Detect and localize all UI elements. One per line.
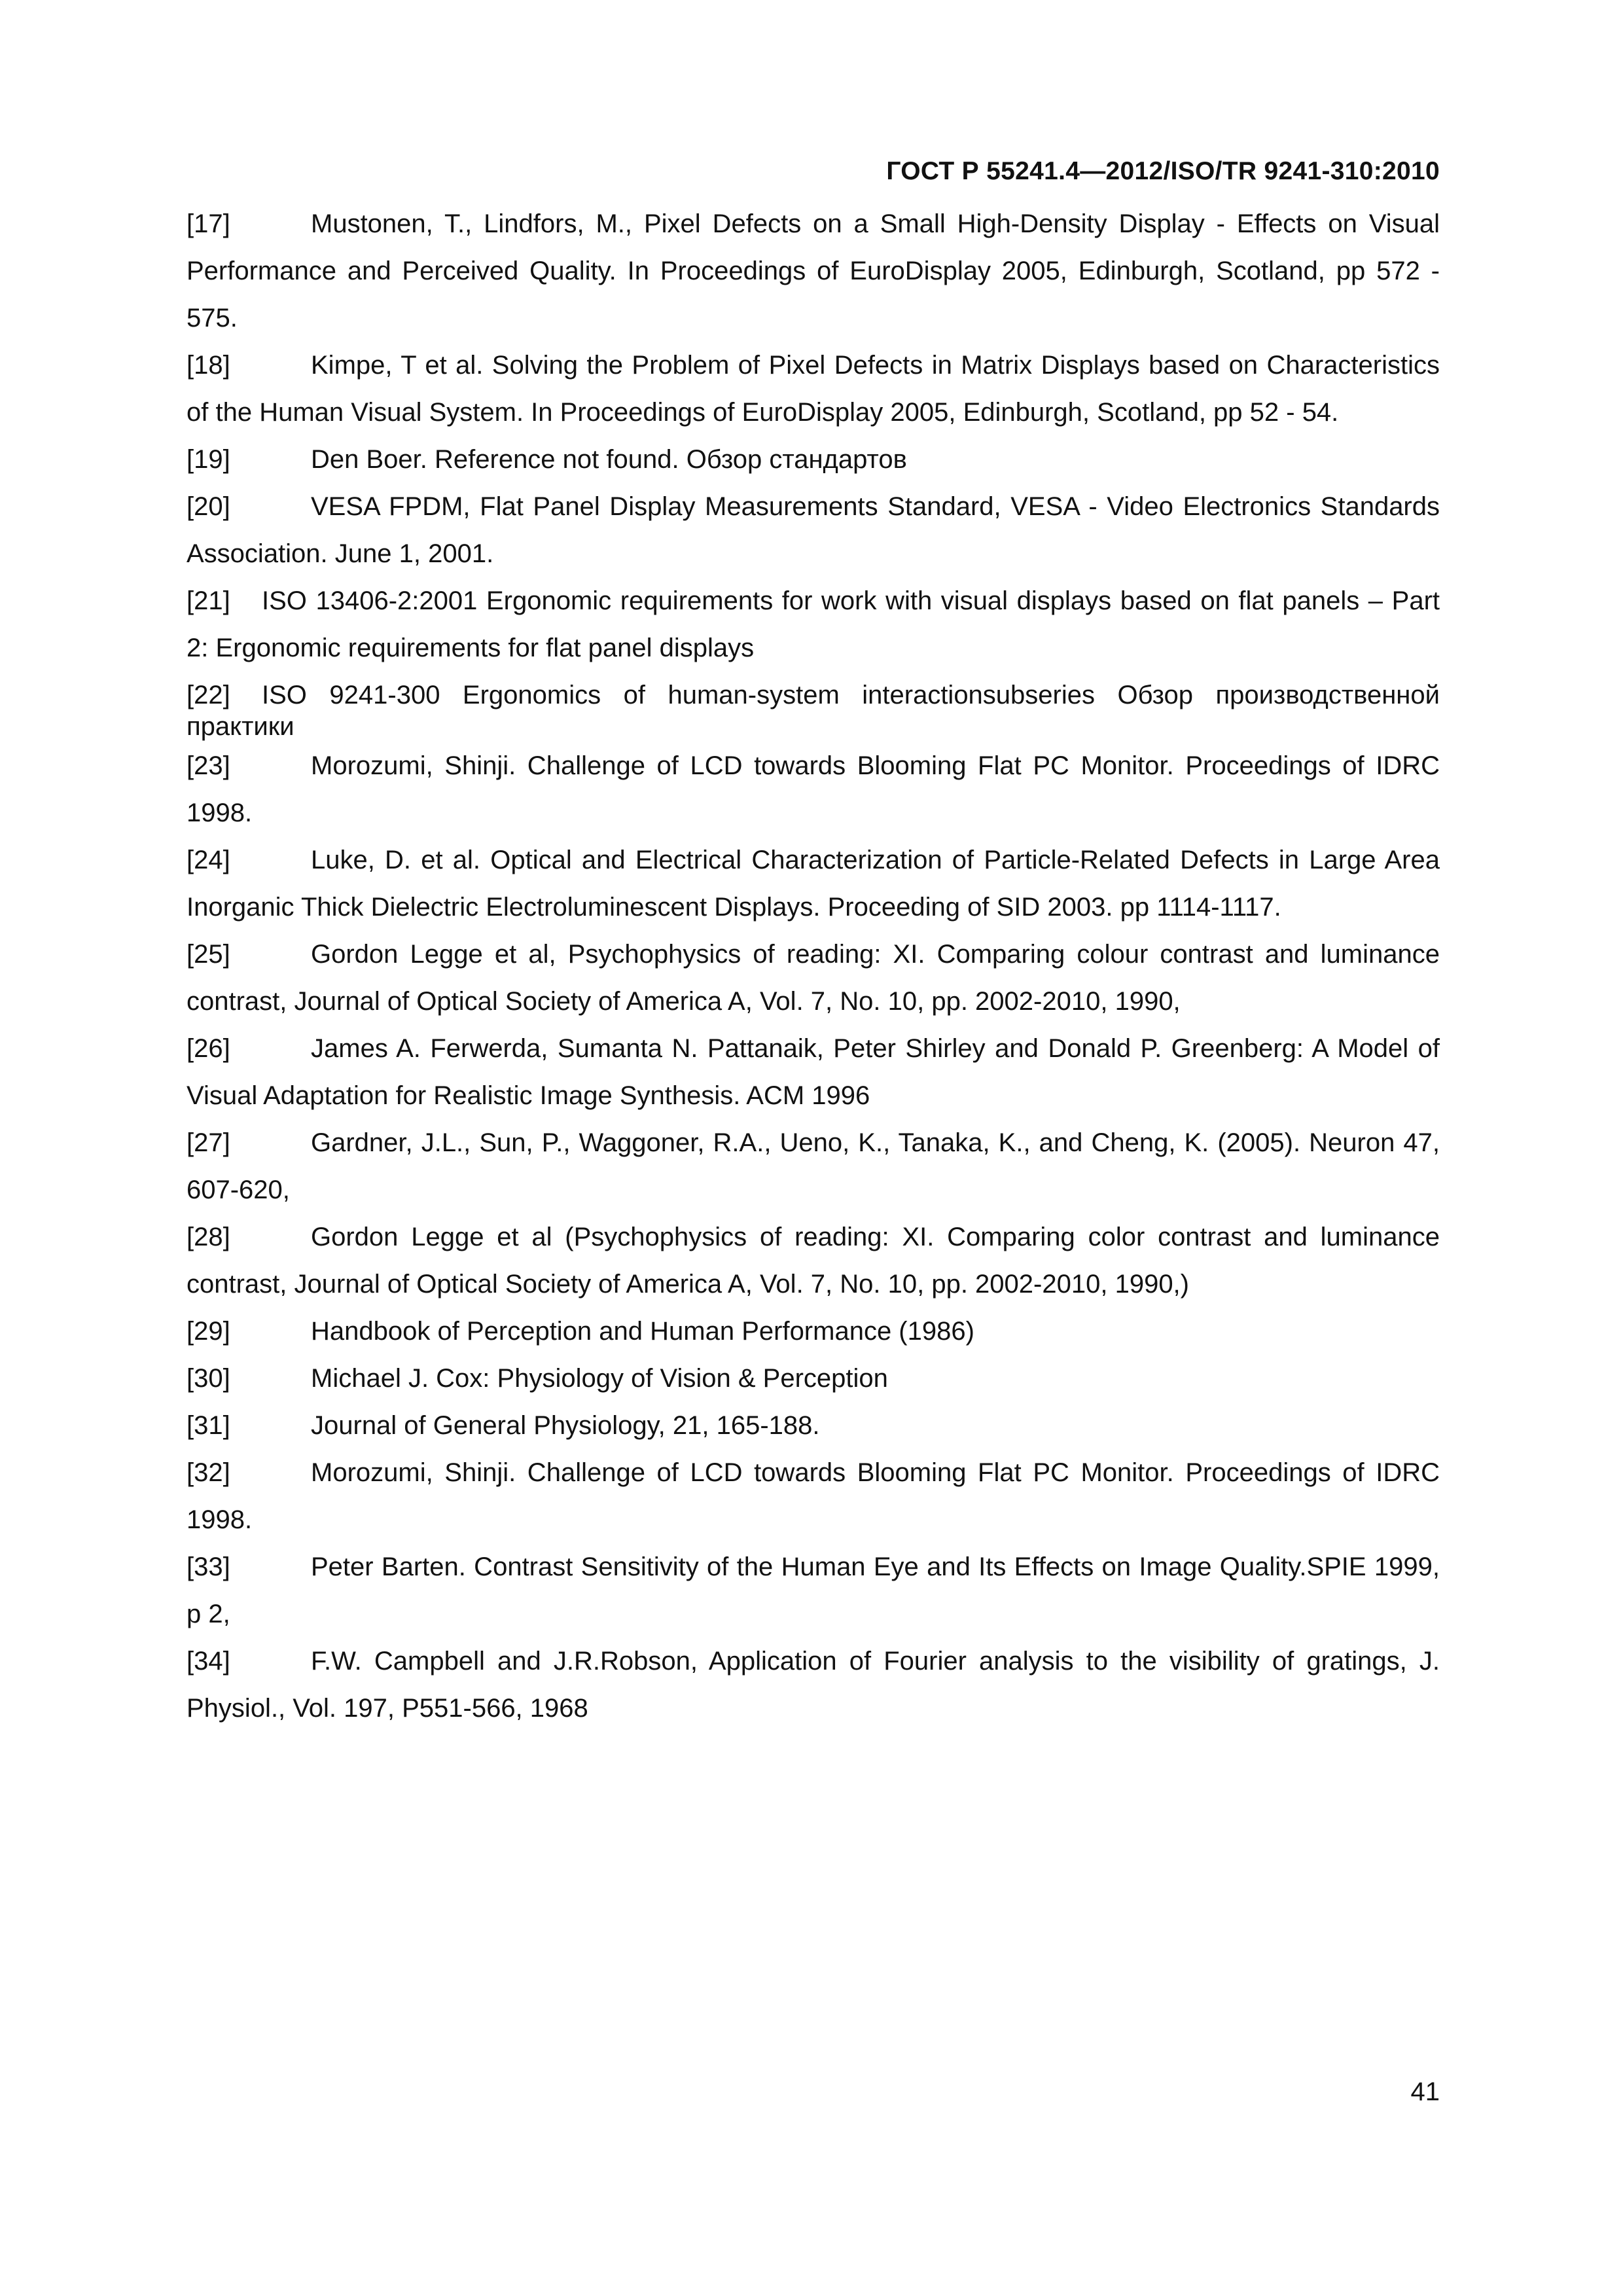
reference-text: James A. Ferwerda, Sumanta N. Pattanaik, Peter Shirley and Donald P. Greenberg: A Model of Visual Adaptation for Realistic Image Synthesis. ACM 1996: [187, 1034, 1440, 1110]
reference-number: [29]: [187, 1317, 230, 1346]
reference-number: [18]: [187, 351, 230, 380]
reference-item: [187, 836, 1440, 931]
reference-text: Kimpe, T et al. Solving the Problem of Pixel Defects in Matrix Displays based on Characteristics of the Human Visual System. In Proceedings of EuroDisplay 2005, Edinburgh, Scotland, pp 52 - 54.: [187, 351, 1440, 427]
reference-number: [28]: [187, 1223, 230, 1251]
reference-number: [32]: [187, 1458, 230, 1487]
reference-item: [187, 742, 1440, 836]
reference-item: [187, 1355, 1440, 1402]
reference-number: [24]: [187, 846, 230, 874]
reference-text: Gordon Legge et al (Psychophysics of reading: XI. Comparing color contrast and luminance contrast, Journal of Optical Society of America A, Vol. 7, No. 10, pp. 2002-2010, 1990,): [187, 1223, 1440, 1299]
reference-text: F.W. Campbell and J.R.Robson, Application of Fourier analysis to the visibility of gratings, J. Physiol., Vol. 197, P551-566, 1968: [187, 1647, 1440, 1723]
reference-text: Michael J. Cox: Physiology of Vision & Perception: [311, 1364, 888, 1393]
reference-number: [20]: [187, 492, 230, 521]
reference-text: VESA FPDM, Flat Panel Display Measurements Standard, VESA - Video Electronics Standards Association. June 1, 2001.: [187, 492, 1440, 568]
reference-list: [187, 200, 1440, 1732]
reference-item: [187, 1402, 1440, 1449]
reference-number: [17]: [187, 209, 230, 238]
reference-item: [187, 1638, 1440, 1732]
reference-number: [25]: [187, 940, 230, 969]
reference-text: Journal of General Physiology, 21, 165-188.: [311, 1411, 820, 1440]
reference-text: Morozumi, Shinji. Challenge of LCD towards Blooming Flat PC Monitor. Proceedings of IDRC 1998.: [187, 1458, 1440, 1534]
reference-text: Peter Barten. Contrast Sensitivity of the Human Eye and Its Effects on Image Quality.SPIE 1999, p 2,: [187, 1552, 1440, 1628]
reference-number: [21]: [187, 586, 230, 615]
reference-number: [33]: [187, 1552, 230, 1581]
reference-number: [23]: [187, 751, 230, 780]
reference-text: Gardner, J.L., Sun, P., Waggoner, R.A., Ueno, K., Tanaka, K., and Cheng, K. (2005). Neuron 47, 607-620,: [187, 1128, 1440, 1204]
page-number: 41: [1410, 2077, 1440, 2106]
reference-text: ISO 9241-300 Ergonomics of human-system interactionsubseries Обзор производственной практики: [187, 681, 1440, 741]
reference-number: [30]: [187, 1364, 230, 1393]
reference-text: Luke, D. et al. Optical and Electrical Characterization of Particle-Related Defects in Large Area Inorganic Thick Dielectric Electroluminescent Displays. Proceeding of SID 2003. pp 1114-1117.: [187, 846, 1440, 922]
reference-item: [187, 342, 1440, 436]
reference-item: [187, 931, 1440, 1025]
reference-text: Gordon Legge et al, Psychophysics of reading: XI. Comparing colour contrast and luminance contrast, Journal of Optical Society of America A, Vol. 7, No. 10, pp. 2002-2010, 1990,: [187, 940, 1440, 1016]
reference-item: [187, 1213, 1440, 1308]
reference-item: [187, 483, 1440, 577]
reference-number: [27]: [187, 1128, 230, 1157]
reference-item: [187, 672, 1440, 742]
reference-number: [26]: [187, 1034, 230, 1063]
reference-item: [187, 1308, 1440, 1355]
reference-item: [187, 577, 1440, 672]
reference-text: Den Boer. Reference not found. Обзор стандартов: [311, 445, 907, 474]
reference-number: [31]: [187, 1411, 230, 1440]
reference-text: Mustonen, T., Lindfors, M., Pixel Defects on a Small High-Density Display - Effects on Visual Performance and Perceived Quality. In Proceedings of EuroDisplay 2005, Edinburgh, Scotland, pp 572 - 575.: [187, 209, 1440, 332]
reference-number: [22]: [187, 681, 230, 709]
reference-item: [187, 200, 1440, 342]
reference-item: [187, 1449, 1440, 1543]
reference-item: [187, 436, 1440, 483]
reference-text: ISO 13406-2:2001 Ergonomic requirements for work with visual displays based on flat panels – Part 2: Ergonomic requirements for flat panel displays: [187, 586, 1440, 662]
reference-text: Morozumi, Shinji. Challenge of LCD towards Blooming Flat PC Monitor. Proceedings of IDRC 1998.: [187, 751, 1440, 827]
standard-header: ГОСТ Р 55241.4—2012/ISO/TR 9241-310:2010: [886, 157, 1440, 185]
reference-item: [187, 1119, 1440, 1213]
reference-number: [34]: [187, 1647, 230, 1676]
reference-text: Handbook of Perception and Human Performance (1986): [311, 1317, 974, 1346]
reference-item: [187, 1025, 1440, 1119]
reference-number: [19]: [187, 445, 230, 474]
reference-item: [187, 1543, 1440, 1638]
